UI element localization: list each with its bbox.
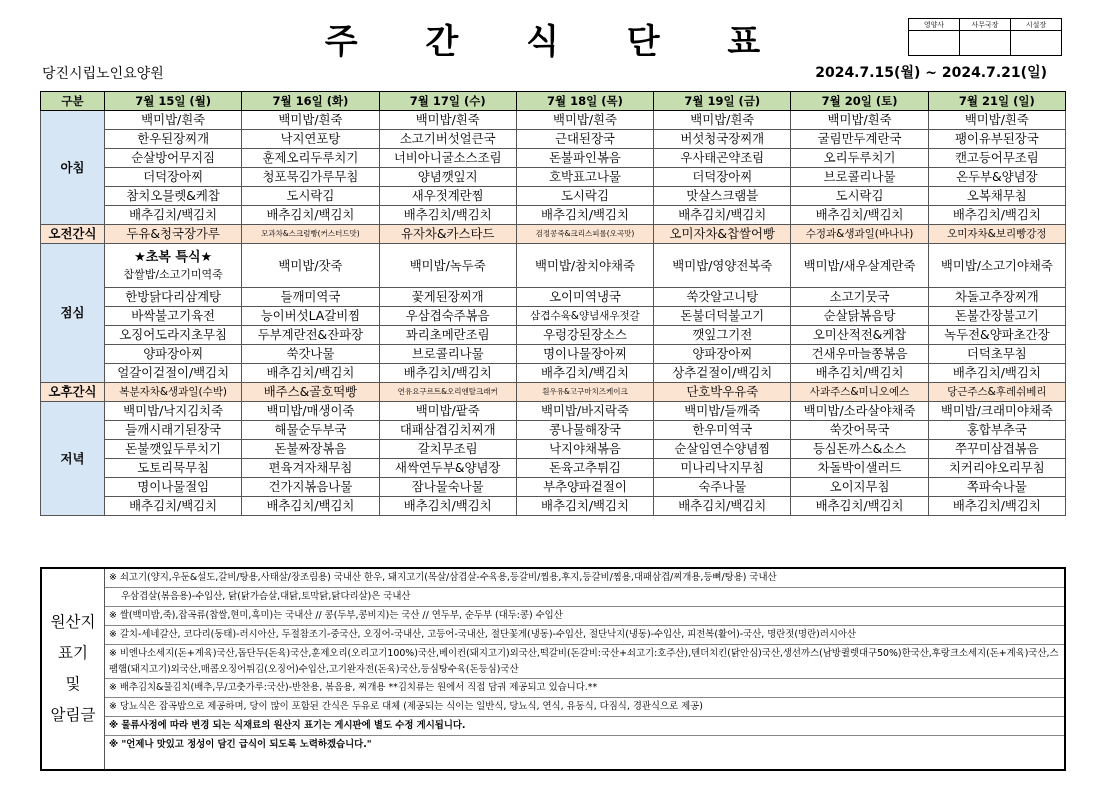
menu-item: 돈불깻잎두루치기 bbox=[105, 440, 242, 459]
snack-item: 검정콩죽&크리스피롤(오곡맛) bbox=[516, 225, 653, 244]
menu-item: 배추김치/백김치 bbox=[516, 497, 653, 516]
menu-item: 오징어도라지초무침 bbox=[105, 326, 242, 345]
menu-item: 쑥갓나물 bbox=[242, 345, 379, 364]
menu-item: 들깨미역국 bbox=[242, 288, 379, 307]
snack-item: 사과주스&미니오예스 bbox=[791, 383, 928, 402]
menu-item: 오리두루치기 bbox=[791, 149, 928, 168]
menu-item: 온두부&양념장 bbox=[928, 168, 1065, 187]
menu-item: 백미밥/낙지김치죽 bbox=[105, 402, 242, 421]
notes-label-line: 표기 bbox=[58, 644, 88, 662]
menu-item: 갈치무조림 bbox=[379, 440, 516, 459]
snack-row bbox=[41, 383, 1066, 402]
menu-item: 오이미역냉국 bbox=[516, 288, 653, 307]
meal-label: 저녁 bbox=[41, 402, 105, 516]
menu-item: 백미밥/소고기야채죽 bbox=[928, 244, 1065, 288]
menu-item: 쑥갓알고니탕 bbox=[654, 288, 791, 307]
menu-item: 오복채무침 bbox=[928, 187, 1065, 206]
menu-item: 소고기버섯얼큰국 bbox=[379, 130, 516, 149]
menu-item: 홍합부추국 bbox=[928, 421, 1065, 440]
menu-item: 양파장아찌 bbox=[654, 345, 791, 364]
notes-label-line: 및 bbox=[65, 675, 81, 693]
menu-row bbox=[41, 288, 1066, 307]
menu-item: 배추김치/백김치 bbox=[242, 206, 379, 225]
approval-manager-label: 사무국장 bbox=[960, 19, 1011, 31]
snack-item: 흰우유&고구마치즈케이크 bbox=[516, 383, 653, 402]
menu-row bbox=[41, 421, 1066, 440]
menu-item: 배추김치/백김치 bbox=[791, 497, 928, 516]
menu-item: 백미밥/흰죽 bbox=[105, 111, 242, 130]
special-menu-cell bbox=[105, 244, 242, 288]
menu-item: 도토리묵무침 bbox=[105, 459, 242, 478]
menu-item: 맛살스크램블 bbox=[654, 187, 791, 206]
menu-row bbox=[41, 440, 1066, 459]
menu-item: 낙지연포탕 bbox=[242, 130, 379, 149]
meal-label: 점심 bbox=[41, 244, 105, 383]
snack-label: 오전간식 bbox=[41, 225, 105, 244]
menu-row bbox=[41, 130, 1066, 149]
day-header: 7월 19일 (금) bbox=[654, 92, 791, 111]
menu-item: 상추겉절이/백김치 bbox=[654, 364, 791, 383]
menu-item: 돈불짜장볶음 bbox=[242, 440, 379, 459]
day-header: 7월 20일 (토) bbox=[791, 92, 928, 111]
menu-item: 팽이유부된장국 bbox=[928, 130, 1065, 149]
approval-sign-cell bbox=[1011, 31, 1062, 56]
notes-body bbox=[105, 569, 1064, 754]
notes-box bbox=[40, 567, 1066, 771]
menu-item: 배추김치/백김치 bbox=[379, 206, 516, 225]
menu-item: 백미밥/잣죽 bbox=[242, 244, 379, 288]
menu-item: 백미밥/매생이죽 bbox=[242, 402, 379, 421]
note-line: ※ "언제나 맛있고 정성이 담긴 급식이 되도록 노력하겠습니다." bbox=[109, 739, 372, 750]
menu-item: 한방닭다리삼계탕 bbox=[105, 288, 242, 307]
menu-item: 건가지볶음나물 bbox=[242, 478, 379, 497]
menu-item: 돈육고추튀김 bbox=[516, 459, 653, 478]
note-line: ※ 물류사정에 따라 변경 되는 식재료의 원산지 표기는 게시판에 별도 수정 게시됩니다. bbox=[105, 717, 1064, 736]
menu-item: 소고기뭇국 bbox=[791, 288, 928, 307]
menu-item: 도시락김 bbox=[242, 187, 379, 206]
menu-item: 훈제오리두루치기 bbox=[242, 149, 379, 168]
lunch-section bbox=[41, 244, 1066, 383]
snack-item: 배주스&골호떡빵 bbox=[242, 383, 379, 402]
note-line: ※ 배추김치&물김치(배추,무/고춧가루:국산)-반찬용, 볶음용, 찌개용 **김치류는 원에서 직접 담궈 제공되고 있습니다.** bbox=[105, 679, 1064, 698]
menu-item: 건새우마늘쫑볶음 bbox=[791, 345, 928, 364]
menu-item: 배추김치/백김치 bbox=[791, 206, 928, 225]
menu-item: 얼갈이겉절이/백김치 bbox=[105, 364, 242, 383]
menu-item: 순살방어무지짐 bbox=[105, 149, 242, 168]
menu-item: 우사태곤약조림 bbox=[654, 149, 791, 168]
approval-sign-cell bbox=[960, 31, 1011, 56]
menu-row bbox=[41, 206, 1066, 225]
menu-row bbox=[41, 326, 1066, 345]
special-menu-title: ★초복 특식★ bbox=[134, 249, 213, 265]
menu-item: 쭈꾸미삼겹볶음 bbox=[928, 440, 1065, 459]
menu-item: 명이나물장아찌 bbox=[516, 345, 653, 364]
menu-item: 새우젓계란찜 bbox=[379, 187, 516, 206]
menu-item: 더덕초무침 bbox=[928, 345, 1065, 364]
snack-item: 수정과&생과일(바나나) bbox=[791, 225, 928, 244]
menu-row bbox=[41, 307, 1066, 326]
menu-item: 백미밥/들깨죽 bbox=[654, 402, 791, 421]
menu-item: 더덕장아찌 bbox=[654, 168, 791, 187]
menu-item: 근대된장국 bbox=[516, 130, 653, 149]
day-header: 7월 17일 (수) bbox=[379, 92, 516, 111]
special-menu-sub: 찹쌀밥/소고기미역죽 bbox=[123, 267, 223, 281]
menu-item: 도시락김 bbox=[516, 187, 653, 206]
menu-item: 능이버섯LA갈비찜 bbox=[242, 307, 379, 326]
menu-item: 배추김치/백김치 bbox=[242, 497, 379, 516]
menu-item: 백미밥/흰죽 bbox=[379, 111, 516, 130]
menu-item: 차돌박이샐러드 bbox=[791, 459, 928, 478]
approval-sign-cell bbox=[909, 31, 960, 56]
menu-item: 참치오믈렛&케찹 bbox=[105, 187, 242, 206]
menu-item: 부추양파겉절이 bbox=[516, 478, 653, 497]
note-line: ※ 쇠고기(양지,우둔&설도,갈비/탕용,사태살/장조림용) 국내산 한우, 돼지고기(목살/삼겹살-수육용,등갈비/찜용,후지,등갈비/찜용,대패삼겹/찌개용,등뼈/탕용) 국내산 bbox=[105, 569, 1064, 588]
menu-item: 배추김치/백김치 bbox=[654, 497, 791, 516]
menu-item: 백미밥/흰죽 bbox=[242, 111, 379, 130]
snack-item: 연유요구르트&오리엔탈크래커 bbox=[379, 383, 516, 402]
day-header: 7월 18일 (목) bbox=[516, 92, 653, 111]
menu-item: 청포묵김가루무침 bbox=[242, 168, 379, 187]
menu-item: 배추김치/백김치 bbox=[928, 206, 1065, 225]
snack-row bbox=[41, 225, 1066, 244]
menu-item: 백미밥/흰죽 bbox=[654, 111, 791, 130]
menu-item: 백미밥/영양전복죽 bbox=[654, 244, 791, 288]
menu-item: 양념깻잎지 bbox=[379, 168, 516, 187]
menu-item: 해물순두부국 bbox=[242, 421, 379, 440]
afternoon-snack-section bbox=[41, 383, 1066, 402]
menu-item: 새싹연두부&양념장 bbox=[379, 459, 516, 478]
menu-item: 우렁강된장소스 bbox=[516, 326, 653, 345]
breakfast-section bbox=[41, 111, 1066, 225]
menu-item: 백미밥/새우살계란죽 bbox=[791, 244, 928, 288]
approval-dietitian-label: 영양사 bbox=[909, 19, 960, 31]
menu-item: 오이지무침 bbox=[791, 478, 928, 497]
menu-row bbox=[41, 497, 1066, 516]
meal-label: 아침 bbox=[41, 111, 105, 225]
dinner-section bbox=[41, 402, 1066, 516]
header-row bbox=[41, 92, 1066, 111]
menu-item: 양파장아찌 bbox=[105, 345, 242, 364]
menu-item: 등심돈까스&소스 bbox=[791, 440, 928, 459]
menu-item: 배추김치/백김치 bbox=[928, 364, 1065, 383]
menu-row bbox=[41, 345, 1066, 364]
menu-item: 차돌고추장찌개 bbox=[928, 288, 1065, 307]
menu-row bbox=[41, 364, 1066, 383]
weekly-menu-table bbox=[40, 91, 1066, 516]
page-title: 주 간 식 단 표 bbox=[324, 22, 789, 62]
menu-row bbox=[41, 244, 1066, 288]
day-header: 7월 16일 (화) bbox=[242, 92, 379, 111]
menu-item: 배추김치/백김치 bbox=[516, 364, 653, 383]
snack-item: 오미자차&보리빵강정 bbox=[928, 225, 1065, 244]
menu-item: 오미산적전&케찹 bbox=[791, 326, 928, 345]
snack-label: 오후간식 bbox=[41, 383, 105, 402]
snack-item: 모과차&스크럼빵(커스터드맛) bbox=[242, 225, 379, 244]
menu-item: 돈불간장불고기 bbox=[928, 307, 1065, 326]
menu-item: 백미밥/녹두죽 bbox=[379, 244, 516, 288]
menu-item: 브로콜리나물 bbox=[379, 345, 516, 364]
menu-item: 굴림만두계란국 bbox=[791, 130, 928, 149]
morning-snack-section bbox=[41, 225, 1066, 244]
menu-item: 백미밥/팥죽 bbox=[379, 402, 516, 421]
menu-item: 우삼겹숙주볶음 bbox=[379, 307, 516, 326]
menu-item: 녹두전&양파초간장 bbox=[928, 326, 1065, 345]
organization-name: 당진시립노인요양원 bbox=[42, 66, 164, 82]
snack-item: 두유&청국장가루 bbox=[105, 225, 242, 244]
menu-item: 순살임연수양념찜 bbox=[654, 440, 791, 459]
notes-label-line: 알림글 bbox=[50, 706, 96, 724]
menu-item: 콩나물해장국 bbox=[516, 421, 653, 440]
menu-item: 배추김치/백김치 bbox=[242, 364, 379, 383]
menu-item: 돈불파인볶음 bbox=[516, 149, 653, 168]
menu-item: 백미밥/흰죽 bbox=[516, 111, 653, 130]
notes-label-line: 원산지 bbox=[50, 613, 96, 631]
day-header: 7월 15일 (월) bbox=[105, 92, 242, 111]
menu-item: 쪽파숙나물 bbox=[928, 478, 1065, 497]
menu-item: 깻잎그기전 bbox=[654, 326, 791, 345]
menu-item: 치커리야오리무침 bbox=[928, 459, 1065, 478]
notes-label bbox=[42, 569, 105, 769]
menu-row bbox=[41, 459, 1066, 478]
menu-item: 한우된장찌개 bbox=[105, 130, 242, 149]
menu-row bbox=[41, 111, 1066, 130]
approval-box bbox=[908, 18, 1062, 56]
menu-item: 한우미역국 bbox=[654, 421, 791, 440]
menu-item: 호박표고나물 bbox=[516, 168, 653, 187]
menu-item: 배추김치/백김치 bbox=[379, 364, 516, 383]
menu-item: 낙지야채볶음 bbox=[516, 440, 653, 459]
snack-item: 복분자차&생과일(수박) bbox=[105, 383, 242, 402]
menu-item: 삼겹수육&양념새우젓갈 bbox=[516, 307, 653, 326]
menu-item: 바싹불고기육전 bbox=[105, 307, 242, 326]
approval-director-label: 시설장 bbox=[1011, 19, 1062, 31]
menu-period: 2024.7.15(월) ~ 2024.7.21(일) bbox=[815, 65, 1047, 81]
menu-item: 배추김치/백김치 bbox=[791, 364, 928, 383]
menu-item: 대패삼겹김치찌개 bbox=[379, 421, 516, 440]
note-line: ※ 비엔나소세지(돈+계육)국산,돕단두(돈육)국산,훈제오리(오리고기100%)국산,베이컨(돼지고기)외국산,떡갈비(돈갈비:국산+쇠고기:호주산),텐더치킨(닭안심)국산,생선까스(남방퀼렛대구50%)한국산,후랑크소세지(돈+계육)국산,스팸햄(돼지고기)외국산,매콤오징어튀김(오징어)수입산,고기완자전(돈육)국산,등심탕수육(돈등심)국산 bbox=[105, 645, 1064, 679]
menu-item: 쑥갓어묵국 bbox=[791, 421, 928, 440]
menu-item: 들깨시래기된장국 bbox=[105, 421, 242, 440]
menu-row bbox=[41, 402, 1066, 421]
menu-item: 백미밥/흰죽 bbox=[791, 111, 928, 130]
menu-item: 버섯청국장찌개 bbox=[654, 130, 791, 149]
menu-row bbox=[41, 478, 1066, 497]
menu-item: 편육겨자채무침 bbox=[242, 459, 379, 478]
menu-item: 미나리낙지무침 bbox=[654, 459, 791, 478]
menu-row bbox=[41, 187, 1066, 206]
menu-item: 백미밥/크래미야채죽 bbox=[928, 402, 1065, 421]
menu-item: 잠나물숙나물 bbox=[379, 478, 516, 497]
note-line: ※ 쌀(백미밥,죽),잡곡류(찹쌀,현미,흑미)는 국내산 // 콩(두부,콩비지)는 국산 // 연두부, 순두부 (대두:콩) 수입산 bbox=[105, 607, 1064, 626]
menu-item: 꽈리초메란조림 bbox=[379, 326, 516, 345]
menu-item: 배추김치/백김치 bbox=[105, 497, 242, 516]
menu-item: 순살닭볶음탕 bbox=[791, 307, 928, 326]
menu-item: 배추김치/백김치 bbox=[516, 206, 653, 225]
menu-item: 돈불더덕불고기 bbox=[654, 307, 791, 326]
menu-row bbox=[41, 168, 1066, 187]
snack-item: 당근주스&후레쉬베리 bbox=[928, 383, 1065, 402]
menu-item: 백미밥/바지락죽 bbox=[516, 402, 653, 421]
menu-item: 배추김치/백김치 bbox=[105, 206, 242, 225]
note-line: 우삼겹살(볶음용)-수입산, 닭(닭가슴살,대닭,토막닭,닭다리살)은 국내산 bbox=[105, 588, 1064, 607]
menu-item: 더덕장아찌 bbox=[105, 168, 242, 187]
menu-item: 꽃게된장찌개 bbox=[379, 288, 516, 307]
menu-item: 두부계란전&잔파장 bbox=[242, 326, 379, 345]
menu-item: 숙주나물 bbox=[654, 478, 791, 497]
day-header: 7월 21일 (일) bbox=[928, 92, 1065, 111]
note-line: ※ 갈치-세네갈산, 코다리(동태)-러시아산, 두절참조기-중국산, 오징어-국내산, 고등어-국내산, 절단꽃게(냉동)-수입산, 절단낙지(냉동)-수입산, 피전복(활어)-국산, 명란젓(명란)러시아산 bbox=[105, 626, 1064, 645]
menu-item: 도시락김 bbox=[791, 187, 928, 206]
menu-item: 배추김치/백김치 bbox=[928, 497, 1065, 516]
note-line: ※ 당뇨식은 잡곡밥으로 제공하며, 당이 많이 포함된 간식은 두유로 대체 (제공되는 식이는 일반식, 당뇨식, 연식, 유동식, 다짐식, 경관식으로 제공) bbox=[105, 698, 1064, 717]
menu-item: 명이나물절임 bbox=[105, 478, 242, 497]
menu-item: 백미밥/흰죽 bbox=[928, 111, 1065, 130]
menu-item: 캔고등어무조림 bbox=[928, 149, 1065, 168]
menu-item: 배추김치/백김치 bbox=[654, 206, 791, 225]
menu-item: 백미밥/소라살야채죽 bbox=[791, 402, 928, 421]
menu-item: 백미밥/참치야채죽 bbox=[516, 244, 653, 288]
snack-item: 오미자차&찹쌀어빵 bbox=[654, 225, 791, 244]
header-label: 구분 bbox=[41, 92, 105, 111]
snack-item: 단호박우유죽 bbox=[654, 383, 791, 402]
menu-row bbox=[41, 149, 1066, 168]
menu-item: 배추김치/백김치 bbox=[379, 497, 516, 516]
snack-item: 유자차&카스타드 bbox=[379, 225, 516, 244]
menu-item: 브로콜리나물 bbox=[791, 168, 928, 187]
menu-item: 너비아니굴소스조림 bbox=[379, 149, 516, 168]
